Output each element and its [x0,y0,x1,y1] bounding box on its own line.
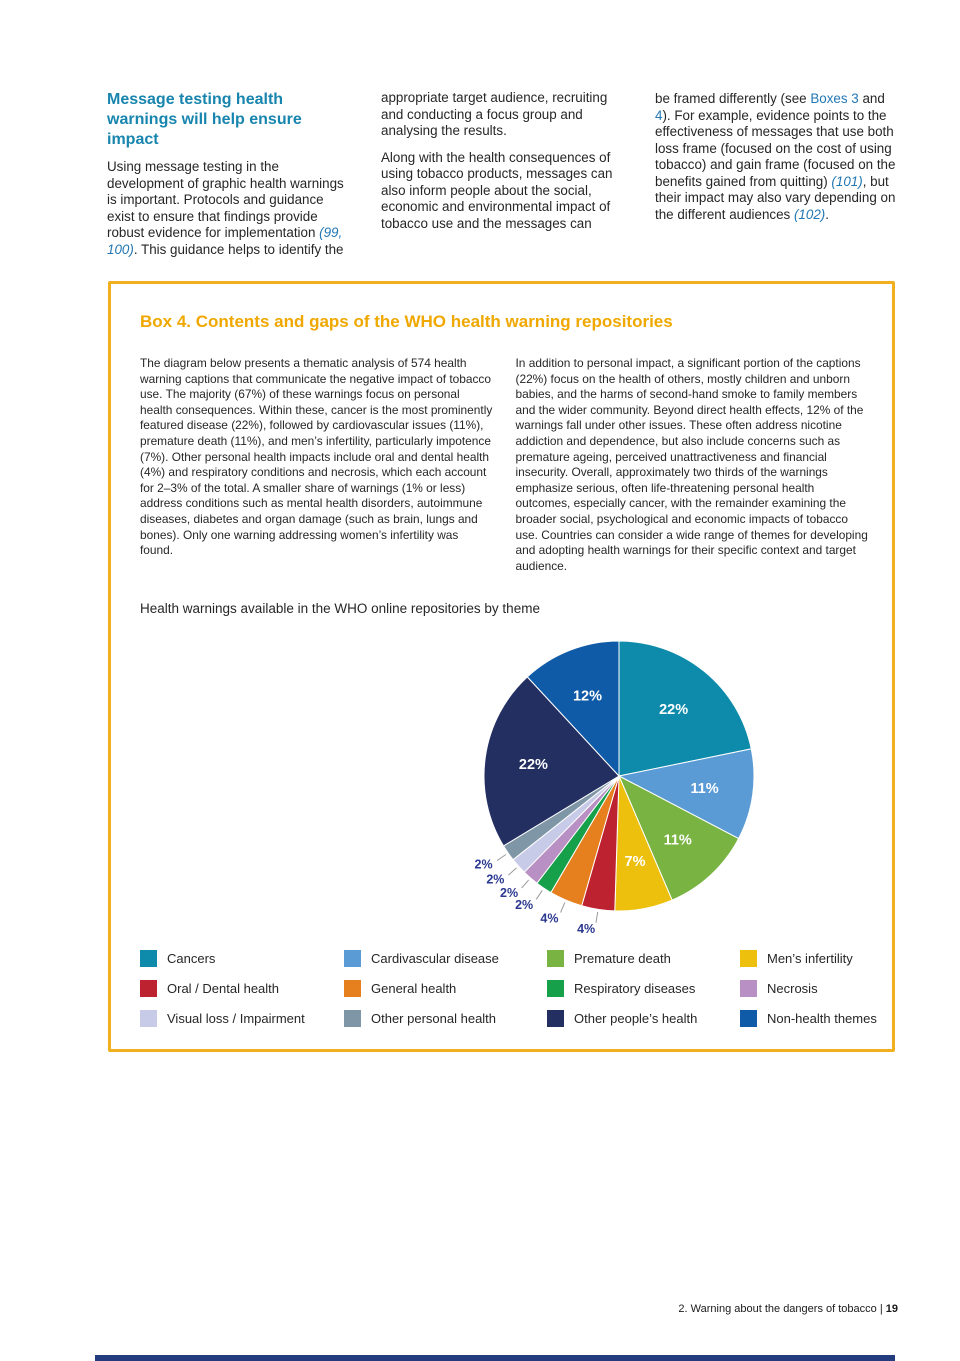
pie-outside-label: 2% [486,872,505,887]
intro-paragraph-1 [107,159,351,258]
pie-inside-label: 11% [663,832,692,849]
legend-label: Premature death [574,950,671,966]
legend-swatch [547,950,564,967]
pie-leader-line [561,903,565,913]
legend-swatch [740,1010,757,1027]
legend-label: Cardivascular disease [371,950,499,966]
legend-swatch [140,950,157,967]
body-text: be framed differently (see [655,91,811,106]
intro-column-1 [107,90,351,268]
intro-column-2 [381,90,625,268]
page-bottom-accent-bar [95,1355,895,1361]
legend-label: General health [371,980,457,996]
pie-inside-label: 22% [518,756,548,773]
legend-label: Other personal health [371,1010,497,1026]
legend-label: Oral / Dental health [167,980,280,996]
reference-link-101[interactable]: (101) [831,173,863,189]
body-text: Using message testing in the development of graphic health warnings is important. Protocols and guidance exist to ensure that findings provide robust evidence for implementation [107,159,344,240]
pie-leader-line [497,855,506,861]
intro-paragraph-2: appropriate target audience, recruiting and conducting a focus group and analysing the results. [381,90,608,138]
pie-chart-area [191,631,831,953]
legend-item-other-personal-health [344,1009,547,1027]
pie-outside-label: 4% [577,922,596,936]
intro-section [107,90,899,268]
legend-label: Non-health themes [767,1010,877,1026]
legend-item-oral-dental-health [140,979,344,997]
page-number: 19 [885,1303,898,1315]
reference-link-102[interactable]: (102) [793,206,826,222]
legend-label: Necrosis [767,980,818,996]
pie-outside-label: 2% [515,897,534,912]
legend-item-cancers [140,949,344,967]
legend-label: Cancers [167,950,216,966]
legend-swatch [740,950,757,967]
legend-item-men-s-infertility [740,949,892,967]
box-4-link[interactable]: 4 [655,107,663,123]
legend-label: Respiratory diseases [574,980,696,996]
pie-inside-label: 7% [624,853,646,870]
legend-swatch [547,1010,564,1027]
legend-swatch [140,1010,157,1027]
legend-swatch [344,950,361,967]
pie-leader-line [508,868,516,875]
footer-section-title: 2. Warning about the dangers of tobacco [678,1303,877,1315]
legend-swatch [344,980,361,997]
pie-leader-line [596,912,598,923]
body-text: and [858,91,885,106]
legend-item-general-health [344,979,547,997]
box-4-paragraph-right: In addition to personal impact, a significant portion of the captions (22%) focus on the health of others, mostly children and unborn babies, and the harms of second-hand smoke to family members and the wider community. Beyond direct health effects, 12% of the warnings fall under other issues. These often address nicotine addiction and dependence, but also include concerns such as premature ageing, perceived unattractiveness and financial insecurity. Overall, approximately two thirds of the warnings emphasize serious, often life-threatening personal health outcomes, especially cancer, with the remainder examining the broader social, psychological and economic impacts of tobacco use. Countries can consider a wide range of themes for developing and adopting health warnings for their specific context and target audience. [515,356,868,573]
pie-outside-label: 2% [474,857,493,872]
box-4-callout [108,281,895,1052]
boxes-3-link[interactable]: Boxes 3 [810,91,859,106]
pie-outside-label: 2% [500,886,519,901]
body-text: . This guidance helps to identify the [133,241,344,257]
legend-label: Other people’s health [574,1010,698,1026]
section-heading: Message testing health warnings will help ensure impact [107,91,302,148]
box-4-paragraph-left: The diagram below presents a thematic analysis of 574 health warning captions that communicate the negative impact of tobacco use. The majority (67%) of these warnings focus on personal health consequences. Within these, cancer is the most prominently featured disease (22%), followed by cardiovascular issues (11%), premature death (11%), and men’s infertility, particularly impotence (7%). Other personal health impacts include oral and dental health (4%) and respiratory conditions and necrosis, which each account for 2–3% of the total. A smaller share of warnings (1% or less) address conditions such as mental health disorders, autoimmune diseases, diabetes and organ damage (such as brain, lungs and bones). Only one warning addressing women’s infertility was found. [140,356,493,558]
legend-item-necrosis [740,979,892,997]
pie-inside-label: 12% [572,688,603,705]
box-4-title: Box 4. Contents and gaps of the WHO health warning repositories [140,312,673,331]
legend-swatch [547,980,564,997]
chart-legend [140,949,892,1027]
pie-leader-line [536,890,542,899]
pie-inside-label: 22% [659,702,689,719]
pie-leader-line [522,880,529,888]
box-4-body [140,356,869,574]
intro-paragraph-3: Along with the health consequences of using tobacco products, messages can also inform people about the social, economic and environmental impact of tobacco use and the messages can [381,149,613,231]
body-text: ). For example, evidence points to the effectiveness of messages that use both loss frame (focused on the cost of using tobacco) and gain frame (focused on the benefits gained from quitting) [655,107,896,189]
legend-swatch [140,980,157,997]
body-text: . [825,206,829,222]
chart-title: Health warnings available in the WHO online repositories by theme [140,601,540,616]
body-text: , but their impact may also vary depending on the different audiences [655,173,896,222]
reference-link-99-100[interactable]: (99, 100) [107,225,343,257]
legend-item-other-people-s-health [547,1009,740,1027]
legend-label: Visual loss / Impairment [167,1010,305,1026]
pie-inside-label: 11% [690,781,719,798]
pie-chart [191,631,831,953]
legend-item-cardivascular-disease [344,949,547,967]
intro-column-3 [655,90,899,268]
legend-item-non-health-themes [740,1009,892,1027]
legend-label: Men’s infertility [767,950,853,966]
page-footer [678,1303,898,1315]
legend-swatch [740,980,757,997]
legend-swatch [344,1010,361,1027]
intro-paragraph-4 [655,91,899,223]
legend-item-respiratory-diseases [547,979,740,997]
legend-item-visual-loss-impairment [140,1009,344,1027]
pie-outside-label: 4% [540,911,559,926]
footer-separator-glyph: | [879,1303,883,1315]
legend-item-premature-death [547,949,740,967]
